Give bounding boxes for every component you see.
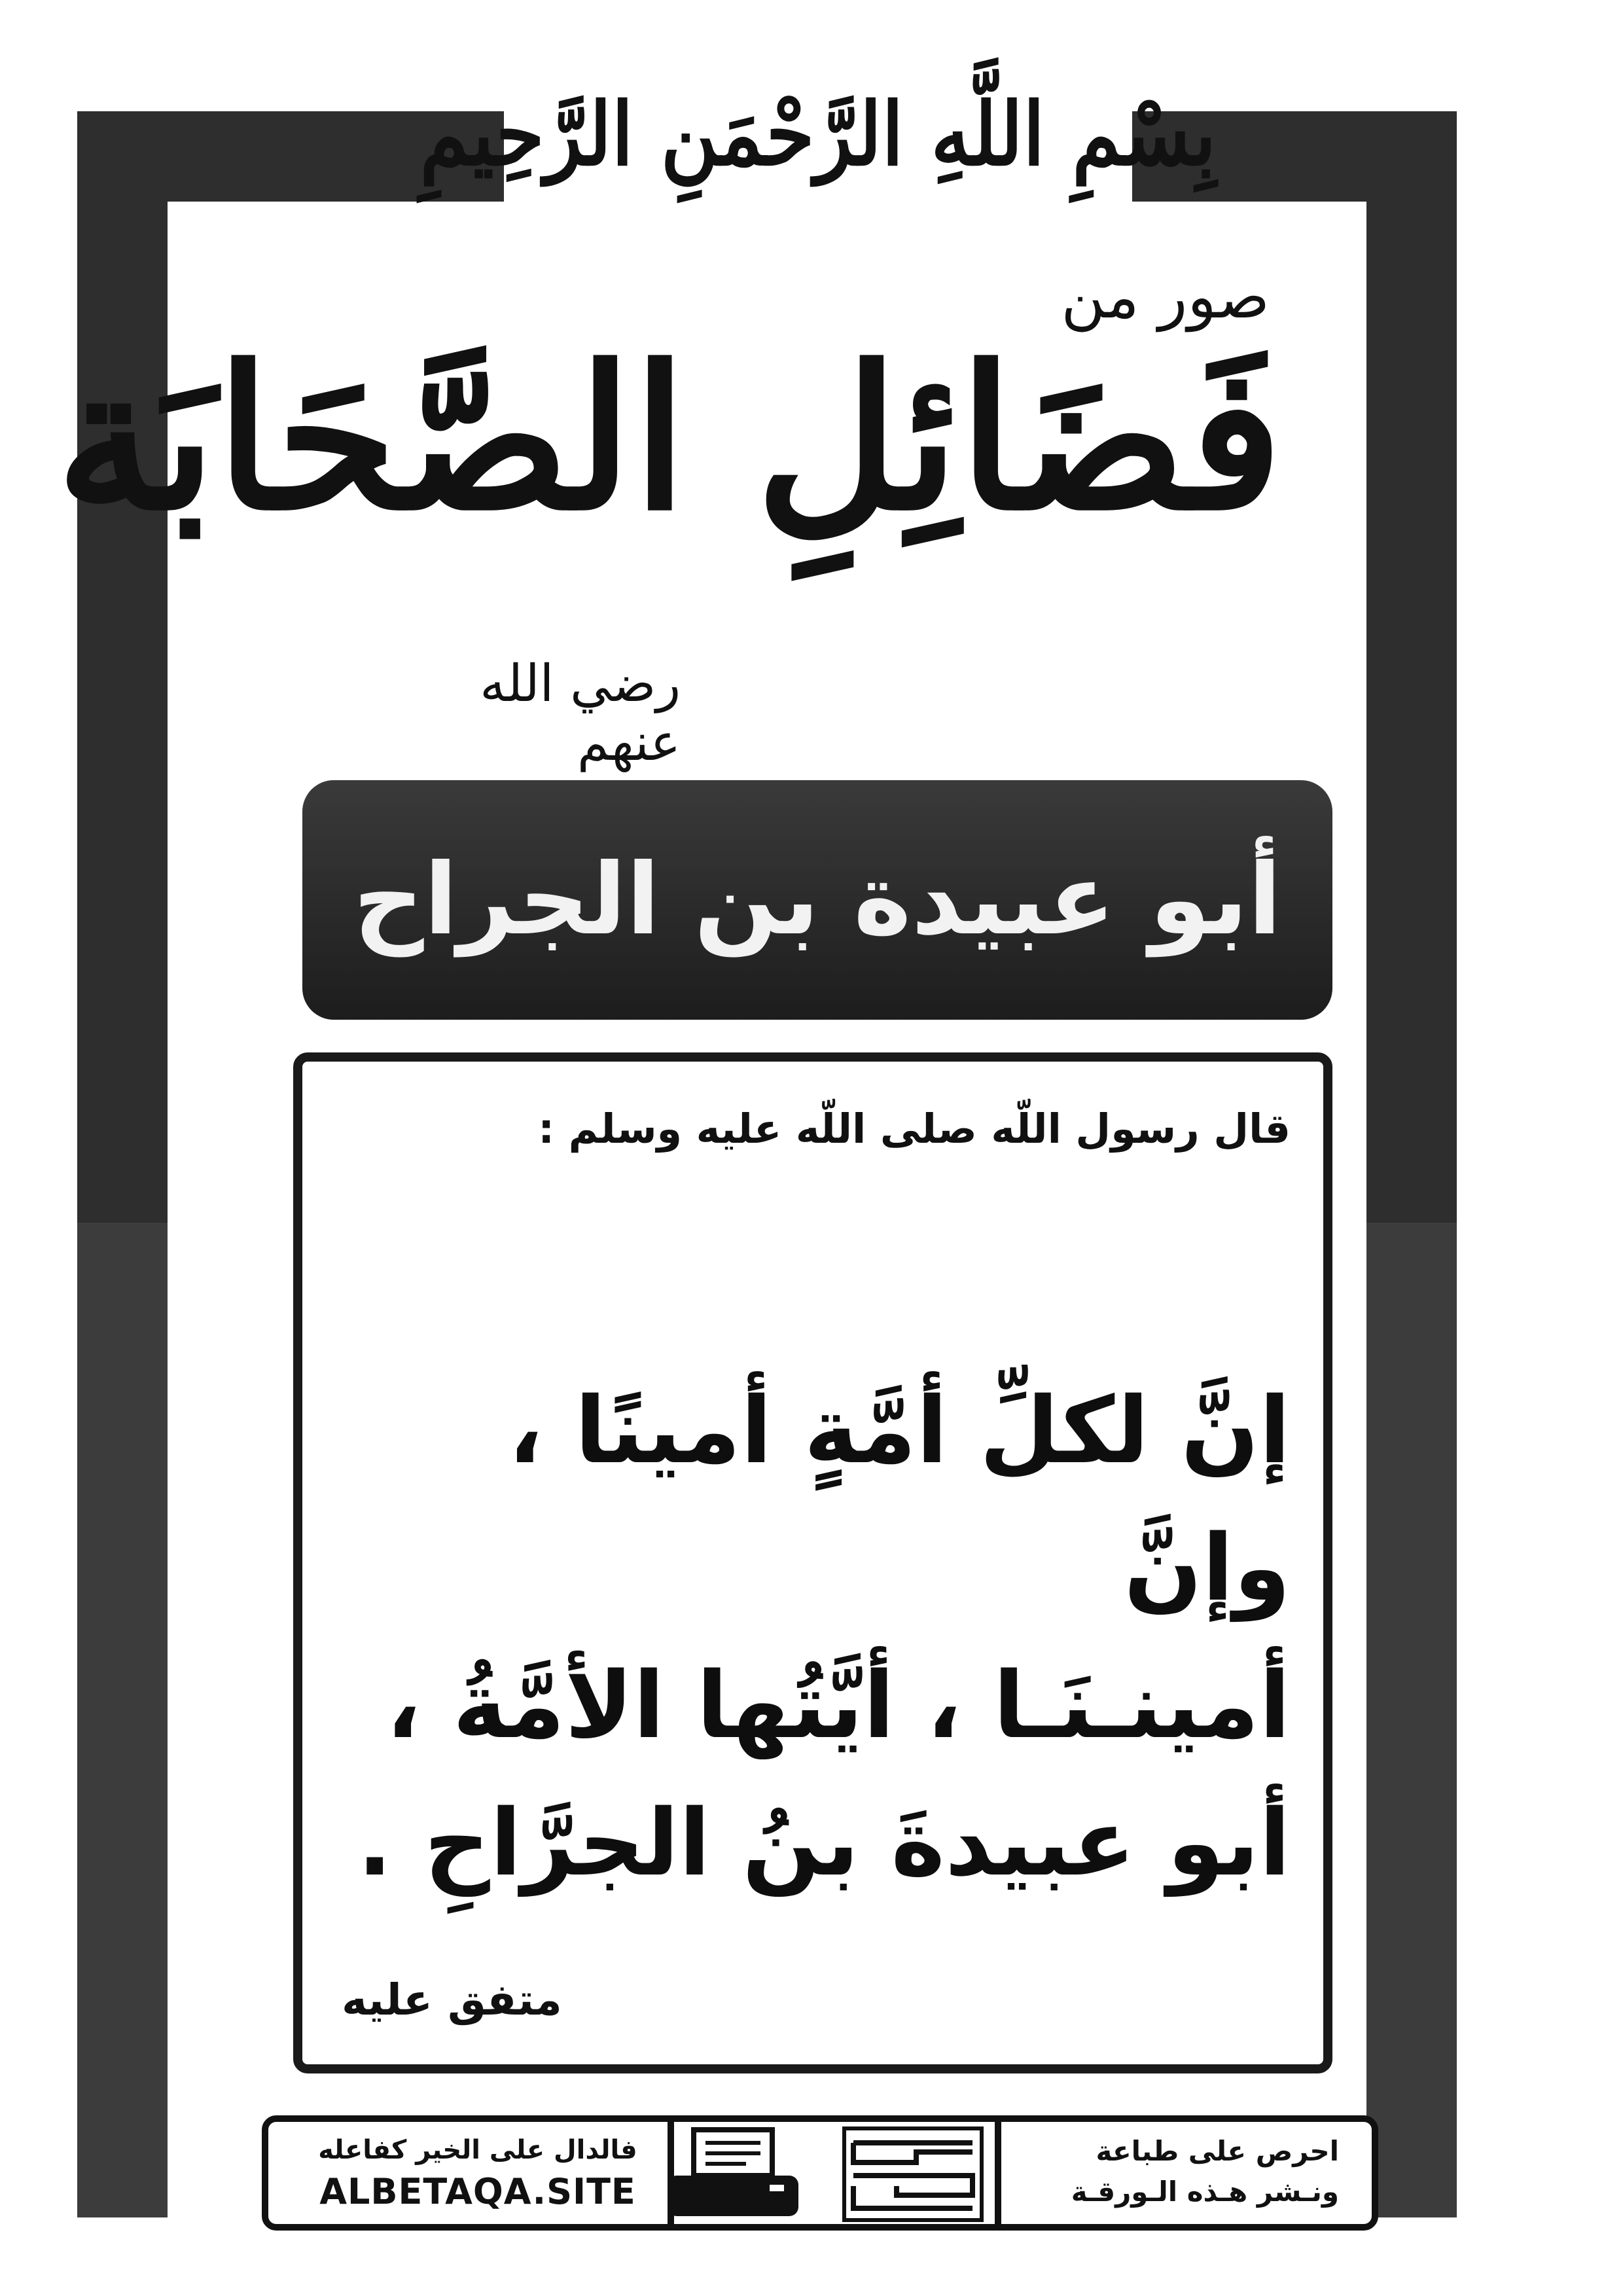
footer-site-link[interactable]: ALBETAQA.SITE: [319, 2171, 636, 2212]
printer-icon: [661, 2126, 805, 2224]
hadith-box: [293, 1052, 1332, 2073]
footer-advice: [1038, 2131, 1339, 2212]
name-banner-text: أبو عبيدة بن الجراح: [353, 843, 1282, 957]
hadith-intro: قال رسول اللّه صلى اللّه عليه وسلم :: [538, 1105, 1291, 1153]
footer-bar: [262, 2115, 1378, 2231]
hadith-line-1: إنَّ لكلِّ أمَّةٍ أمينًا ، وإنَّ: [508, 1378, 1291, 1622]
hadith-line-3: أبو عبيدةَ بنُ الجرَّاحِ .: [357, 1790, 1291, 1897]
hadith-source: متفق عليه: [342, 1975, 562, 2025]
main-title: فَضَائِلِ الصَّحَابَة: [56, 323, 1283, 554]
post-title: رضي الله عنهم: [480, 655, 681, 772]
hadith-line-2: أمينـنَـا ، أيَّتُها الأمَّةُ ،: [385, 1653, 1291, 1759]
footer-advice-line-2: ونـشر هـذه الـورقـة: [1071, 2176, 1339, 2208]
footer-divider-2: [995, 2122, 1001, 2224]
basmala: بِسْمِ اللَّهِ الرَّحْمَنِ الرَّحِيمِ: [419, 83, 1217, 185]
footer-slogan: فالدال على الخير كفاعله: [318, 2135, 637, 2165]
dawa-logo-icon: [838, 2123, 988, 2225]
footer-site-block: [294, 2131, 661, 2215]
footer-advice-line-1: احرص على طباعة: [1096, 2135, 1339, 2167]
name-banner: [302, 780, 1332, 1020]
hadith-text: [335, 1363, 1291, 1912]
pre-title: صور من: [1061, 262, 1270, 332]
basmala-box: [419, 39, 1217, 229]
footer-divider-1: [668, 2122, 674, 2224]
